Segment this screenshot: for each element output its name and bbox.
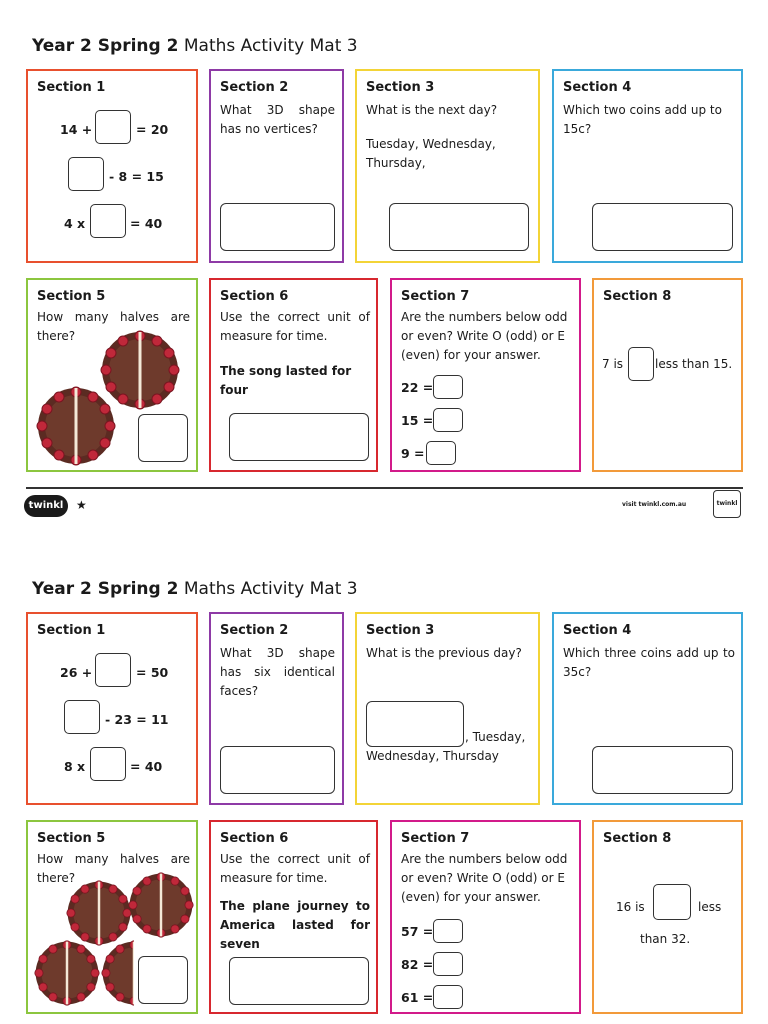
number-label: 61 = — [401, 990, 434, 1005]
question-text: Are the numbers below odd or even? Write O (odd) or E (even) for your answer. — [401, 852, 568, 904]
section-heading: Section 7 — [401, 289, 470, 304]
pie-half-image — [101, 940, 134, 1006]
pie-image — [128, 872, 194, 938]
question-text: Are the numbers below odd or even? Write O (odd) or E (even) for your answer. — [401, 310, 568, 362]
answer-box[interactable] — [68, 157, 104, 191]
section-heading: Section 8 — [603, 831, 672, 846]
answer-box[interactable] — [628, 347, 654, 381]
title-rest: Maths Activity Mat 3 — [183, 36, 358, 56]
equation-left: 14 + — [60, 122, 93, 137]
section-heading: Section 8 — [603, 289, 672, 304]
answer-box[interactable] — [433, 919, 463, 943]
number-label: 57 = — [401, 924, 434, 939]
question-text: What 3D shape has no vertices? — [220, 103, 335, 136]
question-text: Use the correct unit of measure for time. — [220, 310, 370, 343]
answer-box[interactable] — [138, 956, 188, 1004]
section-5-card — [26, 278, 198, 472]
answer-box[interactable] — [433, 985, 463, 1009]
question-text: Which two coins add up to 15c? — [563, 103, 722, 136]
answer-box[interactable] — [64, 700, 100, 734]
section-heading: Section 4 — [563, 80, 632, 95]
section-heading: Section 2 — [220, 80, 289, 95]
quality-badge: twinkl — [713, 490, 741, 518]
pie-image — [66, 880, 132, 946]
answer-box[interactable] — [433, 952, 463, 976]
sentence-left: 16 is — [616, 900, 645, 914]
answer-box[interactable] — [653, 884, 691, 920]
section-5-card — [26, 820, 198, 1014]
answer-box[interactable] — [592, 203, 733, 251]
section-heading: Section 5 — [37, 289, 106, 304]
section-1-card — [26, 612, 198, 805]
answer-box[interactable] — [592, 746, 733, 794]
footer-divider — [26, 487, 743, 489]
question-text: How many halves are there? — [37, 310, 190, 343]
number-label: 9 = — [401, 446, 425, 461]
section-8-card — [592, 278, 743, 472]
question-text: Use the correct unit of measure for time. — [220, 852, 370, 885]
title-bold: Year 2 Spring 2 — [32, 36, 179, 56]
section-3-card — [355, 612, 540, 805]
section-7-card — [390, 820, 581, 1014]
equation-left: 8 x — [64, 759, 86, 774]
answer-box[interactable] — [426, 441, 456, 465]
section-heading: Section 4 — [563, 623, 632, 638]
sentence-left: 7 is — [602, 357, 624, 371]
equation-right: = 40 — [130, 759, 163, 774]
answer-box[interactable] — [229, 957, 369, 1005]
star-icon: ★ — [76, 498, 87, 512]
number-label: 22 = — [401, 380, 434, 395]
days-text: Wednesday, Thursday — [366, 749, 499, 763]
section-8-card — [592, 820, 743, 1014]
equation-right: = 40 — [130, 216, 163, 231]
question-text: What 3D shape has six identical faces? — [220, 646, 335, 698]
page-title — [32, 579, 358, 599]
answer-box[interactable] — [433, 408, 463, 432]
section-heading: Section 2 — [220, 623, 289, 638]
section-4-card — [552, 612, 743, 805]
sentence-line2: than 32. — [640, 932, 691, 946]
section-heading: Section 7 — [401, 831, 470, 846]
equation-left: 4 x — [64, 216, 86, 231]
question-text: What is the previous day? — [366, 646, 522, 660]
question-text: What is the next day? — [366, 103, 498, 117]
section-2-card — [209, 612, 344, 805]
number-label: 82 = — [401, 957, 434, 972]
answer-box[interactable] — [95, 653, 131, 687]
section-heading: Section 3 — [366, 623, 435, 638]
section-6-card — [209, 278, 378, 472]
equation-right: - 8 = 15 — [109, 169, 164, 184]
section-heading: Section 3 — [366, 80, 435, 95]
section-heading: Section 1 — [37, 80, 106, 95]
section-2-card — [209, 69, 344, 263]
number-label: 15 = — [401, 413, 434, 428]
answer-box[interactable] — [90, 747, 126, 781]
section-1-card — [26, 69, 198, 263]
answer-box[interactable] — [138, 414, 188, 462]
answer-box[interactable] — [433, 375, 463, 399]
pie-image — [36, 386, 116, 466]
title-rest: Maths Activity Mat 3 — [183, 579, 358, 599]
section-4-card — [552, 69, 743, 263]
answer-box[interactable] — [95, 110, 131, 144]
section-3-card — [355, 69, 540, 263]
pie-image — [34, 940, 100, 1006]
section-heading: Section 6 — [220, 831, 289, 846]
question-text: How many halves are there? — [37, 852, 190, 885]
equation-right: = 20 — [136, 122, 169, 137]
section-6-card — [209, 820, 378, 1014]
answer-box[interactable] — [90, 204, 126, 238]
days-text: , Tuesday, — [465, 730, 526, 744]
section-heading: Section 6 — [220, 289, 289, 304]
answer-box[interactable] — [220, 746, 335, 794]
section-heading: Section 5 — [37, 831, 106, 846]
page-title — [32, 36, 358, 56]
equation-right: - 23 = 11 — [105, 712, 169, 727]
sentence-text: The song lasted for four — [220, 364, 352, 397]
days-text: Tuesday, Wednesday, Thursday, — [366, 137, 496, 170]
question-text: Which three coins add up to 35c? — [563, 646, 735, 679]
answer-box[interactable] — [220, 203, 335, 251]
twinkl-logo: twinkl — [24, 495, 68, 517]
answer-box[interactable] — [366, 701, 464, 747]
footer-url: visit twinkl.com.au — [622, 501, 687, 508]
section-7-card — [390, 278, 581, 472]
title-bold: Year 2 Spring 2 — [32, 579, 179, 599]
equation-left: 26 + — [60, 665, 93, 680]
answer-box[interactable] — [229, 413, 369, 461]
answer-box[interactable] — [389, 203, 529, 251]
equation-right: = 50 — [136, 665, 169, 680]
sentence-text: The plane journey to America lasted for seven — [220, 899, 370, 951]
sentence-right: less — [698, 900, 722, 914]
section-heading: Section 1 — [37, 623, 106, 638]
sentence-right: less than 15. — [655, 357, 733, 371]
